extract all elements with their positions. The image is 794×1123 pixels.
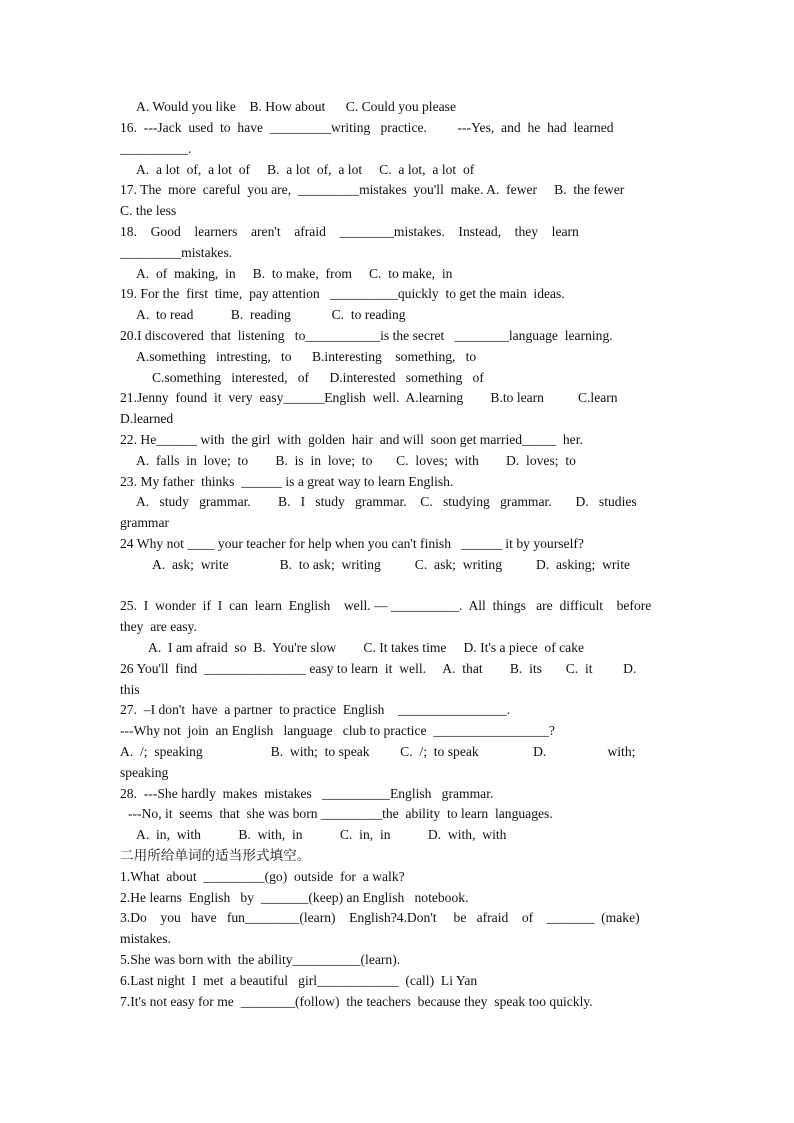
q27-question: 27. –I don't have a partner to practice English ________________. — [120, 702, 511, 717]
q25-question: 25. I wonder if I can learn English well. — __________. All things are difficult before — [120, 598, 652, 613]
q22-question: 22. He______ with the girl with golden hair and will soon get married_____ her. — [120, 432, 583, 447]
q16-question: 16. ---Jack used to have _________writing practice. ---Yes, and he had learned — [120, 120, 614, 135]
q28-question: 28. ---She hardly makes mistakes __________English grammar. — [120, 786, 494, 801]
q25-question-cont: they are easy. — [120, 619, 197, 634]
q19-options: A. to read B. reading C. to reading — [136, 307, 406, 322]
q23-question: 23. My father thinks ______ is a great way to learn English. — [120, 474, 454, 489]
q16-options: A. a lot of, a lot of B. a lot of, a lot C. a lot, a lot of — [136, 162, 475, 177]
q27-options: A. /; speaking B. with; to speak C. /; to speak D. with; — [120, 744, 636, 759]
q21-question: 21.Jenny found it very easy______English well. A.learning B.to learn C.learn — [120, 390, 618, 405]
q24-question: 24 Why not ____ your teacher for help when you can't finish ______ it by yourself? — [120, 536, 584, 551]
q20-options-ab: A.something intresting, to B.interesting something, to — [136, 349, 477, 364]
fill-item-4-cont: mistakes. — [120, 931, 171, 946]
q27-option-d-cont: speaking — [120, 765, 169, 780]
q22-options: A. falls in love; to B. is in love; to C. loves; with D. loves; to — [136, 453, 576, 468]
q23-option-d-cont: grammar — [120, 515, 170, 530]
q24-options: A. ask; write B. to ask; writing C. ask; writing D. asking; write — [152, 557, 631, 572]
fill-item-2: 2.He learns English by _______(keep) an English notebook. — [120, 890, 469, 905]
q26-option-d: this — [120, 682, 140, 697]
q18-options: A. of making, in B. to make, from C. to make, in — [136, 266, 453, 281]
q28-options: A. in, with B. with, in C. in, in D. with, with — [136, 827, 507, 842]
fill-item-3-4: 3.Do you have fun________(learn) English?4.Don't be afraid of _______ (make) — [120, 910, 640, 925]
fill-item-6: 6.Last night I met a beautiful girl____________ (call) Li Yan — [120, 973, 478, 988]
q17-option-c: C. the less — [120, 203, 177, 218]
q21-option-d: D.learned — [120, 411, 174, 426]
q20-options-cd: C.something interested, of D.interested something of — [152, 370, 484, 385]
q15-options: A. Would you like B. How about C. Could you please — [136, 99, 456, 114]
q26-question: 26 You'll find _______________ easy to learn it well. A. that B. its C. it D. — [120, 661, 637, 676]
q17-question: 17. The more careful you are, _________mistakes you'll make. A. fewer B. the fewer — [120, 182, 625, 197]
q25-options: A. I am afraid so B. You're slow C. It takes time D. It's a piece of cake — [148, 640, 585, 655]
fill-item-7: 7.It's not easy for me ________(follow) the teachers because they speak too quickly. — [120, 994, 593, 1009]
q16-question-cont: __________. — [120, 141, 192, 156]
q28-question-cont: ---No, it seems that she was born _________the ability to learn languages. — [128, 806, 553, 821]
q23-options: A. study grammar. B. I study grammar. C. studying grammar. D. studies — [136, 494, 637, 509]
q27-question-cont: ---Why not join an English language club to practice _________________? — [120, 723, 555, 738]
fill-item-1: 1.What about _________(go) outside for a walk? — [120, 869, 405, 884]
q19-question: 19. For the first time, pay attention __________quickly to get the main ideas. — [120, 286, 565, 301]
q18-question: 18. Good learners aren't afraid ________mistakes. Instead, they learn — [120, 224, 579, 239]
fill-item-5: 5.She was born with the ability__________(learn). — [120, 952, 401, 967]
section-two-heading: 二用所给单词的适当形式填空。 — [120, 848, 311, 864]
q18-question-cont: _________mistakes. — [120, 245, 233, 260]
q20-question: 20.I discovered that listening to___________is the secret ________language learning. — [120, 328, 613, 343]
